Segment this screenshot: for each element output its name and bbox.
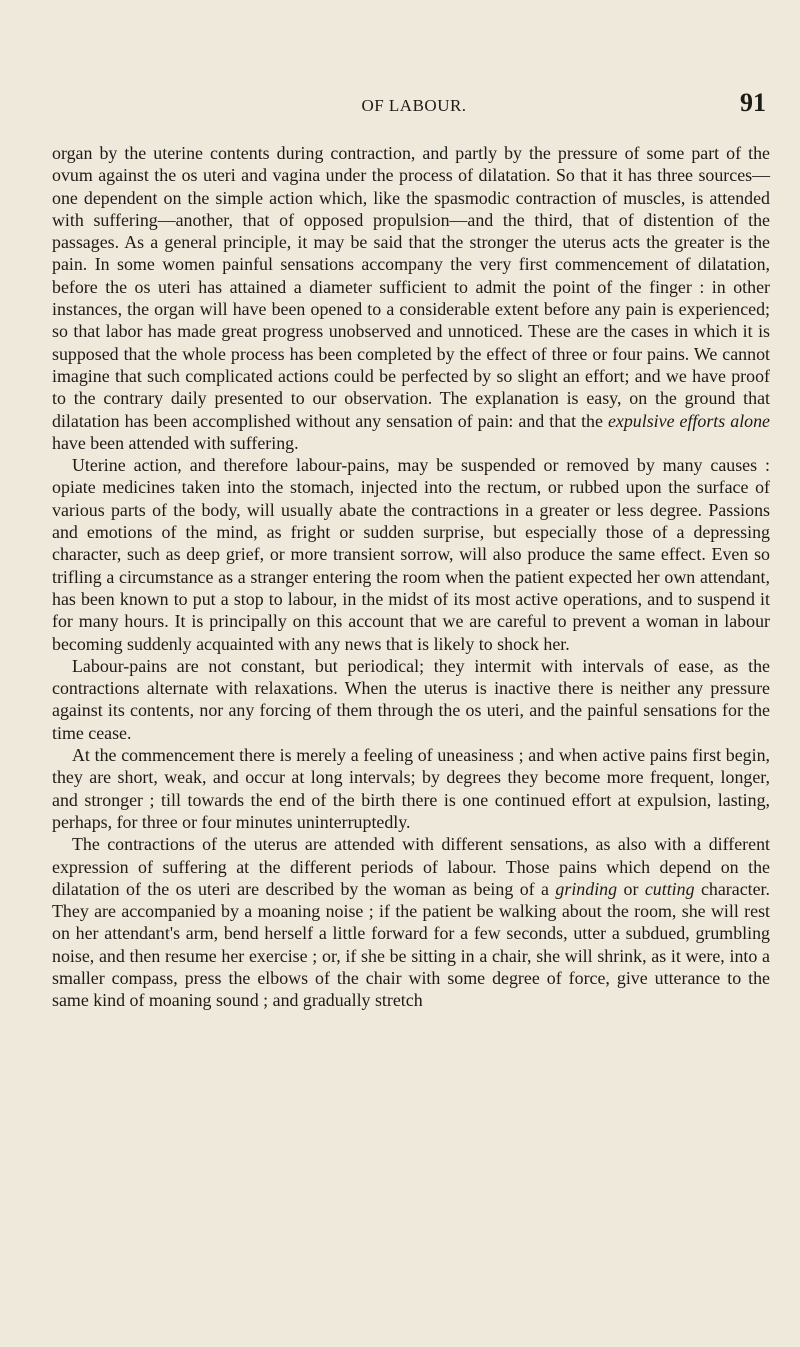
paragraph-2 — [52, 454, 770, 655]
paragraph-5-text: The contractions of the uterus are attended with different sensations, as also with a different expression of suffering at the different periods of labour. Those pains which depend on the dilatation of the os uteri are described by the woman as being of a — [52, 834, 770, 899]
paragraph-3-text: Labour-pains are not constant, but periodical; they intermit with intervals of ease, as the contractions alternate with relaxations. When the uterus is inactive there is neither any pressure against its contents, nor any forcing of them through the os uteri, and the painful sensations for the time cease. — [52, 655, 770, 743]
paragraph-1 — [52, 142, 770, 454]
paragraph-3 — [52, 655, 770, 744]
paragraph-5-text-or: or — [617, 878, 645, 899]
emphasis-cutting: cutting — [644, 878, 695, 899]
page-number: 91 — [740, 88, 766, 117]
emphasis-grinding: grinding — [555, 878, 618, 899]
paragraph-4-text: At the commencement there is merely a feeling of uneasiness ; and when active pains first begin, they are short, weak, and occur at long intervals; by degrees they become more frequent, longer, and stronger ; till towards the end of the birth there is one continued effort at expulsion, lasting, perhaps, for three or four minutes uninterruptedly. — [52, 745, 770, 832]
paragraph-5 — [52, 833, 770, 1011]
running-title: OF LABOUR. — [361, 96, 467, 115]
paragraph-1-text-end: have been attended with suffering. — [52, 432, 299, 453]
paragraph-1-text: organ by the uterine contents during contraction, and partly by the pressure of some part of the ovum against the os uteri and vagina under the process of dilatation. So that it has three sources—one dependent on the simple action which, like the spasmodic contraction of muscles, is attended with suffering—another, that of opposed propulsion—and the third, that of distention of the passages. As a general principle, it may be said that the stronger the uterus acts the greater is the pain. In some women painful sensations accompany the very first commencement of dilatation, before the os uteri has attained a diameter sufficient to admit the point of the finger : in other instances, the organ will have been opened to a considerable extent before any pain is experienced; so that labor has made great progress unobserved and unnoticed. These are the cases in which it is supposed that the whole process has been completed by the effect of three or four pains. We cannot imagine that such complicated actions could be perfected by so slight an effort; and we have proof to the contrary daily presented to our observation. The explanation is easy, on the ground that dilatation has been accomplished without any sensation of pain: and that the — [52, 143, 770, 431]
paragraph-4 — [52, 744, 770, 833]
paragraph-2-text: Uterine action, and therefore labour-pains, may be suspended or removed by many causes : opiate medicines taken into the stomach, injected into the rectum, or rubbed upon the surface of various parts of the body, will usually abate the contractions in a greater or less degree. Passions and emotions of the mind, as fright or sudden surprise, but especially those of a depressing character, such as deep grief, or more transient sorrow, will also produce the same effect. Even so trifling a circumstance as a stranger entering the room when the patient expected her own attendant, has been known to put a stop to labour, in the midst of its most active operations, and to suspend it for many hours. It is principally on this account that we are careful to prevent a woman in labour becoming suddenly acquainted with any news that is likely to shock her. — [52, 455, 770, 654]
emphasis-expulsive-efforts: expulsive efforts alone — [607, 410, 770, 431]
running-header — [58, 88, 770, 122]
body-text — [52, 142, 770, 1012]
paragraph-5-text-end: character. They are accompanied by a moaning noise ; if the patient be walking about the room, she will rest on her attendant's arm, bend herself a little forward for a few seconds, utter a subdued, grumbling noise, and then resume her exercise ; or, if she be sitting in a chair, she will shrink, as it were, into a smaller compass, press the elbows of the chair with some degree of force, give utterance to the same kind of moaning sound ; and gradually stretch — [52, 878, 771, 1011]
